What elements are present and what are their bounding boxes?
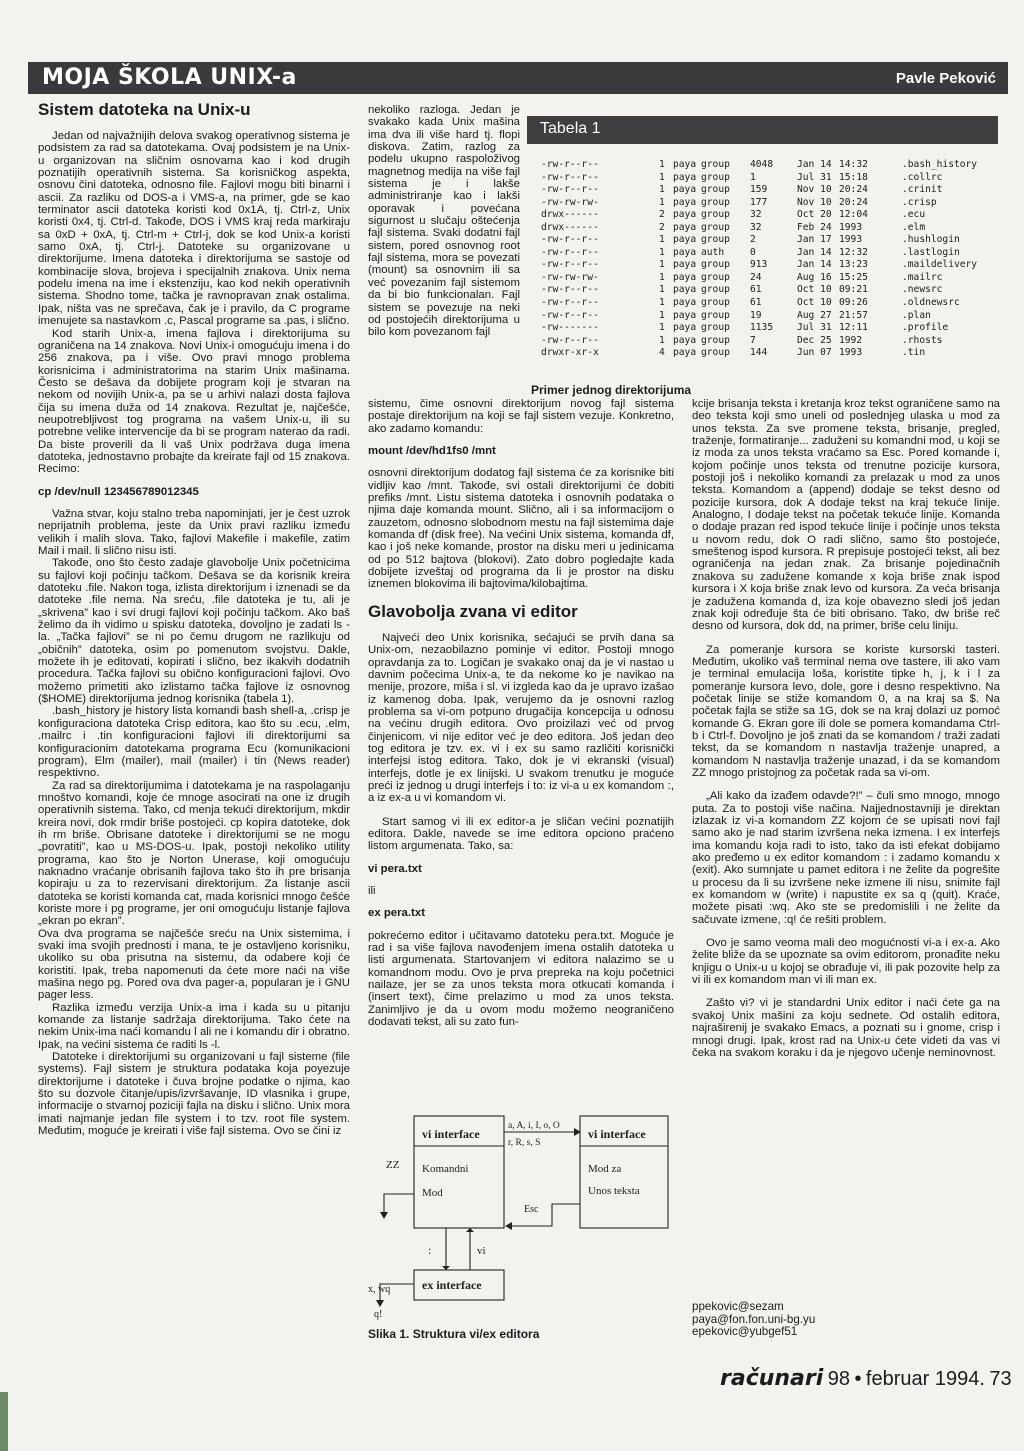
listing-cell: Aug 27 — [797, 309, 832, 321]
listing-cell: 913 — [750, 259, 768, 271]
table-caption: Primer jednog direktorijuma — [531, 383, 692, 397]
listing-cell: paya — [673, 334, 697, 346]
listing-cell: .oldnewsrc — [902, 297, 960, 309]
listing-cell: Feb 24 — [797, 221, 832, 233]
listing-cell: group — [701, 259, 730, 271]
listing-row — [541, 222, 993, 235]
listing-cell: 4 — [659, 347, 665, 359]
listing-cell: drwx------ — [541, 209, 599, 221]
listing-cell: 144 — [750, 347, 768, 359]
command-example: ex pera.txt — [368, 907, 425, 920]
listing-cell: paya — [673, 221, 697, 233]
listing-cell: Jan 17 — [797, 234, 832, 246]
paragraph: pokrećemo editor i učitavamo datoteku pera.txt. Moguće je rad i sa više fajlova navođenjem imena ostalih datoteka u listi argumenata. Startovanjem vi editora nalazimo se u komandnom modu. Ovo je prva prepreka na koju početnici nailaze, jer se za unos teksta mora otkucati komanda i (insert text), čime prelazimo u mod za unos teksta. Zanimljivo je da u ovom modu možemo neograničeno dodavati tekst, ali su zato fun- — [368, 929, 674, 1029]
listing-cell: group — [701, 184, 730, 196]
vi-label: vi — [477, 1245, 486, 1257]
listing-cell: 1993 — [839, 221, 863, 233]
listing-cell: 1 — [750, 171, 756, 183]
listing-cell: 12:32 — [839, 246, 868, 258]
listing-cell: group — [701, 297, 730, 309]
listing-cell: 2 — [750, 234, 756, 246]
page-number: 73 — [989, 1368, 1012, 1390]
listing-row — [541, 184, 993, 197]
listing-cell: .mailrc — [902, 271, 943, 283]
listing-cell: group — [701, 284, 730, 296]
listing-cell: Jun 07 — [797, 347, 832, 359]
series-title: MOJA ŠKOLA UNIX-a — [42, 65, 297, 90]
listing-cell: 1 — [659, 234, 665, 246]
listing-cell: 159 — [750, 184, 768, 196]
paragraph: nekoliko razloga. Jedan je svakako kada Unix mašina ima dva ili više hard tj. flopi diskova. Zatim, razlog za podelu ukupno raspoloživog magnetnog medija na više fajl sistema je i lakše administriranje kao i lakši oporavak i povećana sigurnost u slučaju oštećenja fajl sistema. Svaki dodatni fajl sistem, pored osnovnog root fajl sistema, mora se povezati (mount) sa osnovnim ili sa već povezanim fajl sistemom da bi bio funkcionalan. Fajl sistem se povezuje na neki od postojećih direktorijuma u bilo kom povezanom fajl — [368, 104, 520, 339]
listing-cell: paya — [673, 322, 697, 334]
listing-cell: drwx------ — [541, 221, 599, 233]
listing-cell: .newsrc — [902, 284, 943, 296]
paragraph: Kod starih Unix-a, imena fajlova i direktorijuma su ograničena na 14 znakova. Novi Unix-i omogućuju imena i do 256 znakova, pa i više. Ovo pravi mnogo problema korisnicima i administratorima na starim Unix mašinama. Često se dešava da dobijete program koji je stvaran na nekom od novijih Unix-a, pa se u arhivi nalazi dosta fajlova čija su imena duža od 14 znakova. Rezultat je, najčešće, neupotrebljivost tog programa na vašem Unix-u, ili su potrebne velike intervencije da bi se program naterao da radi. Da biste proverili da li vaš Unix podržava duga imena datoteka, jednostavno probajte da kreirate fajl od 15 znakova. Recimo: — [38, 327, 350, 476]
paragraph: Zašto vi? vi je standardni Unix editor i naći ćete ga na svakoj Unix mašini za koju sednete. Od ostalih editora, najraširenij je svakako Emacs, a poznati su i gnome, crisp i mnogi drugi. Ipak, krost rad na Unix-u ćete videti da vas vi čeka na svakom koraku i da je njegovo učenje neminovnost. — [692, 997, 1000, 1059]
listing-cell: auth — [701, 246, 725, 258]
listing-cell: Oct 10 — [797, 297, 832, 309]
listing-cell: Oct 20 — [797, 209, 832, 221]
listing-cell: -rw-r--r-- — [541, 184, 599, 196]
table-1 — [527, 116, 998, 366]
email-line: ppekovic@sezam — [692, 1300, 784, 1313]
listing-cell: group — [701, 221, 730, 233]
column-2 — [368, 398, 674, 1028]
paragraph: osnovni direktorijum dodatog fajl sistema će za korisnike biti vidljiv kao /mnt. Takođe, svi ostali direktorijumi će dobiti prefiks /mnt. Listu sistema datoteka i osnovnih podataka o njima daje komanda mount. Slično, ali i sa informacijom o zauzetom, odnosno slobodnom mestu na fajl sistemima daje komanda df (disk free). Na većini Unix sistema, komanda df, kao i još neke komande, prostor na disku meri u jedinicama od po 512 bajtova (blokovi). Zato dobro pogledajte kada dobijete izveštaj od programa da li je prostor na disku iznemen blokovima ili bajtovima/kilobajtima. — [368, 467, 674, 591]
listing-cell: paya — [673, 196, 697, 208]
listing-cell: .crinit — [902, 184, 943, 196]
replace-keys-label: r, R, s, S — [508, 1138, 541, 1148]
esc-label: Esc — [524, 1204, 539, 1215]
listing-cell: group — [701, 171, 730, 183]
listing-row — [541, 172, 993, 185]
separator-word: ili — [368, 885, 376, 897]
listing-cell: 14:32 — [839, 159, 868, 170]
listing-cell: 4048 — [750, 159, 774, 170]
listing-cell: paya — [673, 271, 697, 283]
table-title-bar — [527, 116, 998, 144]
listing-cell: 1992 — [839, 334, 863, 346]
listing-cell: 15:25 — [839, 271, 868, 283]
listing-cell: .maildelivery — [902, 259, 978, 271]
command-example: vi pera.txt — [368, 862, 422, 875]
colon-label: : — [428, 1243, 432, 1257]
paragraph: Najveći deo Unix korisnika, sećajući se prvih dana sa Unix-om, nezaobilazno pominje vi editor. Postoji mnogo opravdanja za to. Logičan je svakako onaj da je vi nastao u davnim počecima Unix-a, te da nekome ko je navikao na menije, prozore, miša i sl. vi izgleda kao da je upravo izašao iz kamenog doba. Ipak, verujemo da je osnovni razlog problema sa vi-om potpuno drugačija koncepcija u odnosu na većinu drugih editora. Ovo proizilazi već od prvog činjenicom. vi nije editor već je deo editora. Još jedan deo tog editora je tzv. ex. vi i ex su samo različiti korisnički interfejsi istog editora. Tako, dok je vi ekranski (visual) interfejs, dotle je ex linijski. U svakom trenutku je moguće preći iz jednog u drugi interfejs i to: iz vi-a u ex komandom :, a iz ex-a u vi komandom vi. — [368, 631, 674, 805]
paragraph: Razlika između verzija Unix-a ima i kada su u pitanju komande za listanje sadržaja direktorijuma. Tako ćete na nekim Unix-ima naći komandu l ali ne i komandu dir i obratno. Ipak, na većini sistema će raditi ls -l. — [38, 1001, 350, 1051]
listing-cell: 24 — [750, 271, 762, 283]
listing-cell: group — [701, 334, 730, 346]
listing-cell: .tin — [902, 347, 926, 359]
listing-row — [541, 297, 993, 310]
listing-cell: 1 — [659, 284, 665, 296]
listing-row — [541, 247, 993, 260]
listing-cell: 1993 — [839, 347, 863, 359]
listing-cell: group — [701, 159, 730, 170]
listing-row — [541, 347, 993, 360]
paragraph: Datoteke i direktorijumi su organizovani u fajl sisteme (file systems). Fajl sistem je struktura podataka koja poyezuje direktorijume i datoteke i čuva brojne podatke o njima, kao što su dozvole čitanje/upis/izvršavanje, ID vlasnika i grupe, informacije o stvarnoj poziciji fajla na disku i slično. Unix mora imati najmanje jedan file system i to tzv. root file system. Međutim, moguće je kreirati i više fajl sistema. Ovo se čini iz — [38, 1051, 350, 1138]
listing-cell: -rw-r--r-- — [541, 234, 599, 246]
listing-cell: -rw-r--r-- — [541, 297, 599, 309]
series-banner — [28, 62, 1008, 94]
insert-keys-label: a, A, i, I, o, O — [508, 1121, 560, 1131]
column-3 — [692, 398, 1000, 1059]
listing-cell: Nov 10 — [797, 196, 832, 208]
author-emails — [692, 1301, 815, 1339]
listing-cell: paya — [673, 234, 697, 246]
listing-cell: 09:21 — [839, 284, 868, 296]
listing-cell: 2 — [659, 209, 665, 221]
listing-cell: 1 — [659, 334, 665, 346]
issue-date: februar 1994. — [865, 1368, 985, 1390]
listing-cell: paya — [673, 284, 697, 296]
listing-cell: 32 — [750, 209, 762, 221]
listing-cell: Jul 31 — [797, 171, 832, 183]
listing-cell: 19 — [750, 309, 762, 321]
listing-cell: 13:23 — [839, 259, 868, 271]
listing-cell: -rw------- — [541, 322, 599, 334]
listing-cell: 0 — [750, 246, 756, 258]
listing-cell: 1 — [659, 297, 665, 309]
column-1 — [38, 100, 350, 1138]
listing-cell: -rw-r--r-- — [541, 171, 599, 183]
article-heading: Sistem datoteka na Unix-u — [38, 100, 251, 119]
paragraph: „Ali kako da izađem odavde?!” – čuli smo mnogo, mnogo puta. Za to postoji više načina. Najjednostavniji je direktan izlazak iz vi-a komandom ZZ kojom će se upisati novi fajl samo ako je nad starim izvršena neka izmena. I ex interfejs ima komandu koja radi to isto, tako da isti efekat dobijamo ako pređemo u ex editor komandom : i zadamo komandu x (exit). Ako sumnjate u pamet editora i ne želite da pogrešite u procesu da li su izvršene neke izmene ili nisu, snimite fajl ex komandom w (write) i napustite ex sa q (quit). Kraće, možete pisati :wq. Ako ste se predomislili i ne želite da sačuvate izmene, :q! će rešiti problem. — [692, 790, 1000, 926]
listing-cell: 61 — [750, 297, 762, 309]
listing-cell: group — [701, 196, 730, 208]
listing-cell: group — [701, 322, 730, 334]
listing-cell: -rw-r--r-- — [541, 334, 599, 346]
listing-cell: .ecu — [902, 209, 926, 221]
listing-cell: 1 — [659, 171, 665, 183]
listing-row — [541, 259, 993, 272]
listing-cell: .rhosts — [902, 334, 943, 346]
listing-cell: Jan 14 — [797, 246, 832, 258]
listing-cell: paya — [673, 246, 697, 258]
listing-cell: .crisp — [902, 196, 937, 208]
listing-cell: paya — [673, 159, 697, 170]
author-name: Pavle Peković — [895, 70, 996, 87]
listing-cell: group — [701, 347, 730, 359]
listing-cell: paya — [673, 309, 697, 321]
listing-cell: paya — [673, 297, 697, 309]
listing-row — [541, 159, 993, 172]
listing-cell: -rw-r--r-- — [541, 159, 599, 170]
listing-cell: .lastlogin — [902, 246, 960, 258]
paragraph: .bash_history je history lista komandi bash shell-a, .crisp je konfiguraciona datoteka Crisp editora, kao što su .ecu, .elm, .mailrc i .tin konfiguracioni fajlovi ili direktorijumi sa konfiguracionim datotekama programa Ecu (komunikacioni program), Elm (mailer), mail (mailer) i tin (News reader) respektivno. — [38, 705, 350, 780]
paragraph: Start samog vi ili ex editor-a je sličan većini poznatijih editora. Dakle, navede se ime editora opciono praćeno listom argumenata. Tako, sa: — [368, 815, 674, 853]
listing-cell: 1 — [659, 309, 665, 321]
listing-cell: .hushlogin — [902, 234, 960, 246]
listing-cell: .elm — [902, 221, 926, 233]
listing-cell: paya — [673, 184, 697, 196]
column-2-top — [368, 104, 520, 339]
directory-listing — [541, 159, 993, 360]
listing-cell: -rw-r--r-- — [541, 309, 599, 321]
listing-row — [541, 272, 993, 285]
listing-cell: -rw-r--r-- — [541, 284, 599, 296]
table-title: Tabela 1 — [540, 120, 601, 137]
listing-row — [541, 284, 993, 297]
listing-cell: group — [701, 271, 730, 283]
paragraph: sistemu, čime osnovni direktorijum novog fajl sistema postaje direktorijum na koji se fajl sistem vezuje. Konkretno, ako zadamo komandu: — [368, 398, 674, 435]
paragraph: Važna stvar, koju stalno treba napominjati, jer je čest uzrok neprijatnih problema, jeste da Unix pravi razliku između velikih i malih slova. Tako, fajlovi Makefile i makefile, zatim Mail i mail. li slično nisu isti. — [38, 507, 350, 557]
ex-interface-label: ex interface — [422, 1278, 482, 1292]
listing-cell: drwxr-xr-x — [541, 347, 599, 359]
listing-cell: Oct 10 — [797, 284, 832, 296]
figure-caption: Slika 1. Struktura vi/ex editora — [368, 1327, 540, 1341]
listing-row — [541, 197, 993, 210]
email-line: epekovic@yubgef51 — [692, 1325, 798, 1339]
listing-cell: -rw-r--r-- — [541, 246, 599, 258]
listing-cell: 15:18 — [839, 171, 868, 183]
listing-cell: -rw-rw-rw- — [541, 196, 599, 208]
listing-cell: group — [701, 309, 730, 321]
listing-cell: paya — [673, 209, 697, 221]
listing-cell: 20:24 — [839, 196, 868, 208]
listing-cell: paya — [673, 259, 697, 271]
bullet-separator: • — [854, 1368, 862, 1390]
listing-cell: group — [701, 234, 730, 246]
listing-cell: 2 — [659, 221, 665, 233]
command-example: mount /dev/hd1fs0 /mnt — [368, 445, 496, 458]
listing-cell: Nov 10 — [797, 184, 832, 196]
edge-mark — [0, 1392, 8, 1451]
quit-key-label: q! — [374, 1309, 383, 1320]
listing-cell: 1 — [659, 159, 665, 170]
listing-cell: Dec 25 — [797, 334, 832, 346]
paragraph: Za pomeranje kursora se koriste kursorski tasteri. Međutim, ukoliko vaš terminal nema ove tastere, ili ako vam je terminal emulacija loša, koristite tipke h, j, k i l za pomeranje kursora levo, dole, gore i desno respektivno. Na početak linije se stiže komandom 0, a na kraj sa $. Na početak fajla se stiže sa 1G, dok se na kraj dolazi uz pomoć komande G. Ekran gore ili dole se pomera komandama Ctrl-b i Ctrl-f. Dovoljno je još znati da se komandom / traži zadati tekst, da se komandom n nastavlja traženje unapred, a komandom N nastavlja traženje unazad, i da se komandom ZZ mnogo pristojnog za početak rada sa vi-om. — [692, 643, 1000, 779]
listing-row — [541, 335, 993, 348]
listing-cell: Jul 31 — [797, 322, 832, 334]
listing-cell: 1 — [659, 184, 665, 196]
listing-cell: -rw-rw-rw- — [541, 271, 599, 283]
listing-row — [541, 310, 993, 323]
listing-cell: 1 — [659, 271, 665, 283]
listing-cell: 1993 — [839, 234, 863, 246]
listing-cell: 1 — [659, 322, 665, 334]
listing-row — [541, 209, 993, 222]
listing-cell: 21:57 — [839, 309, 868, 321]
listing-cell: Jan 14 — [797, 259, 832, 271]
listing-row — [541, 322, 993, 335]
section-heading: Glavobolja zvana vi editor — [368, 601, 578, 621]
paragraph: Takođe, ono što često zadaje glavobolje Unix početnicima su fajlovi koji počinju tačkom. Dešava se da korisnik kreira datoteku .file. Nakon toga, izlista direktorijum i iznenadi se da datoteke .file nema. Na sreću, .file datoteka je tu, ali je „skrivena” kao i svi drugi fajlovi koji počinju tačkom. Ako baš želimo da ih vidimo u spisku datoteka, dovoljno je zadati ls -la. „Tačka fajlovi” se ni po čemu drugom ne razlikuju od „običnih” datoteka, osim po pomenutom svojstvu. Dakle, možete ih je editovati, kopirati i slično, bez ikakvih dodatnih procedura. Tačka fajlovi su obično konfiguracioni fajlovi. Ovo možemo primetiti ako izlistamo tačka fajlove iz osnovnog ($HOME) direktorijuma jednog korisnika (tabela 1). — [38, 557, 350, 706]
listing-cell: 177 — [750, 196, 768, 208]
paragraph: Za rad sa direktorijumima i datotekama je na raspolaganju mnoštvo komandi, koje će mnoge asocirati na one iz drugih operativnih sistema. Tako, cd menja tekući direktorijum, mkdir kreira novi, dok rmdir briše postojeći. cp kopira datoteke, dok ih rm briše. Obrisane datoteke i direktorijumi se ne mogu „povratiti”, kao u MS-DOS-u. Ipak, postoji nekoliko utility programa, kao što je Norton Unerase, koji omogućuju naknadno vraćanje obrisanih fajlova tako što ih pre brisanja kopiraju u za to rezervisani direktorijum. Za listanje ascii datoteka se koristi komanda cat, mada korisnici mnogo češće koriste more i pg programe, jer oni omogućuju listanje fajlova „ekran po ekran”. — [38, 779, 350, 928]
paragraph: Jedan od najvažnijih delova svakog operativnog sistema je podsistem za rad sa datotekama. Ovaj podsistem je na Unix-u organizovan na sličnim osnovama kao i kod drugih poznatijih operativnih sistema. Sa korisničkog aspekta, osnovu čini datoteka, odnosno file. Fajlovi mogu biti binarni i ascii. Za razliku od DOS-a i VMS-a, na primer, gde se kao terminator ascii datoteka koristi kod 0x1A, tj. Ctrl-z, Unix koristi 0x4, tj. Ctrl-d. Takođe, DOS i VMS kraj reda markiraju sa 0xD + 0xA, tj. Ctrl-m + Ctrl-j, dok se kod Unix-a koristi samo 0xA, tj. Ctrl-j. Datoteke su organizovane u direktorijume. Imena datoteka i direktorijuma se sastoje od kombinacije slova, brojeva i specijalnih znakova. Unix nema podelu imena na ime i ekstenziju, kao kod nekih operativnih sistema. Shodno tome, tačka je ravnopravan znak ostalima. Ipak, ništa vas ne sprečava, čak je i pravilo, da C programe imenujete sa nastavkom .c, Pascal programe sa .pas, i slično. — [38, 130, 350, 328]
listing-cell: .bash_history — [902, 159, 978, 170]
paragraph: kcije brisanja teksta i kretanja kroz tekst ograničene samo na deo teksta koji smo uneli od poslednjeg ulaska u mod za unos teksta. Za sve promene teksta, brisanje, pregled, traženje, formatiranje... zaduženi su komandni mod, u koji se iz moda za unos teksta vraćamo sa Esc. Pored komande i, kojom počinje unos teksta od trenutne pozicije kursora, postoji još i nekoliko komandi za prelazak u mod za unos teksta. Komandom a (append) dodaje se tekst desno od pozicije kursora, dok A dodaje tekst na kraj tekuće linije. Analogno, I dodaje tekst na početak tekuće linije. Komanda o dodaje prazan red ispod tekuće linije i počinje unos teksta u novom redu, dok O radi slično, samo što postojeće, smeštenog ispod kursora. R prepisuje postojeći tekst, ali bez ograničenja na jedan znak. Za brisanje pojedinačnih znakova su zadužene komande x koja briše znak ispod kursora i X koja briše znak levo od kursora. Za veća brisanja je zadužena komanda d, iza koje obavezno sledi još jedan znak koji određuje šta će biti obrisano. Tako, dw briše reč desno od kursora, dok dd, na primer, briše celu liniju. — [692, 398, 1000, 633]
email-line: paya@fon.fon.uni-bg.yu — [692, 1312, 816, 1326]
listing-cell: 20:24 — [839, 184, 868, 196]
listing-cell: paya — [673, 171, 697, 183]
vi-interface-label-left: vi interface — [422, 1127, 480, 1141]
mod-label: Mod — [422, 1187, 443, 1199]
listing-cell: .collrc — [902, 171, 943, 183]
vi-ex-diagram — [362, 1108, 674, 1324]
listing-cell: 32 — [750, 221, 762, 233]
issue-number: 98 — [827, 1368, 850, 1390]
page-footer — [720, 1366, 1012, 1391]
listing-cell: 1 — [659, 259, 665, 271]
listing-row — [541, 234, 993, 247]
paragraph: Ovo je samo veoma mali deo mogućnosti vi-a i ex-a. Ako želite bliže da se upoznate sa ovim editorom, pronađite neku knjigu o Unix-u u kojoj se obrađuje vi, ili pak pozovite help za vi ili ex komandom man vi ili man ex. — [692, 937, 1000, 987]
listing-cell: .plan — [902, 309, 931, 321]
listing-cell: 1 — [659, 196, 665, 208]
listing-cell: paya — [673, 347, 697, 359]
listing-cell: 12:11 — [839, 322, 868, 334]
command-example: cp /dev/null 123456789012345 — [38, 485, 199, 498]
listing-cell: 7 — [750, 334, 756, 346]
vi-interface-label-right: vi interface — [588, 1127, 646, 1141]
paragraph: Ova dva programa se najčešće sreću na Unix sistemima, i svaki ima svojih prednosti i mana, te je ostavljeno korisniku, ukoliko su oba prisutna na sistemu, da odabere koji će koristiti. Ipak, treba napomenuti da ćete more naći na više mašina nego pg. Pored ova dva pager-a, popularan je i GNU pager less. — [38, 927, 350, 1002]
listing-cell: 1 — [659, 246, 665, 258]
exit-keys-label: x, wq — [368, 1284, 391, 1295]
unos-teksta-label: Unos teksta — [588, 1185, 640, 1197]
listing-cell: 61 — [750, 284, 762, 296]
listing-cell: 09:26 — [839, 297, 868, 309]
listing-cell: 12:04 — [839, 209, 868, 221]
listing-cell: -rw-r--r-- — [541, 259, 599, 271]
magazine-logo: računari — [720, 1366, 824, 1391]
listing-cell: group — [701, 209, 730, 221]
listing-cell: Aug 16 — [797, 271, 832, 283]
zz-label: ZZ — [386, 1159, 400, 1171]
komandni-label: Komandni — [422, 1163, 469, 1175]
listing-cell: .profile — [902, 322, 949, 334]
listing-cell: Jan 14 — [797, 159, 832, 170]
mod-za-label: Mod za — [588, 1163, 622, 1175]
listing-cell: 1135 — [750, 322, 774, 334]
